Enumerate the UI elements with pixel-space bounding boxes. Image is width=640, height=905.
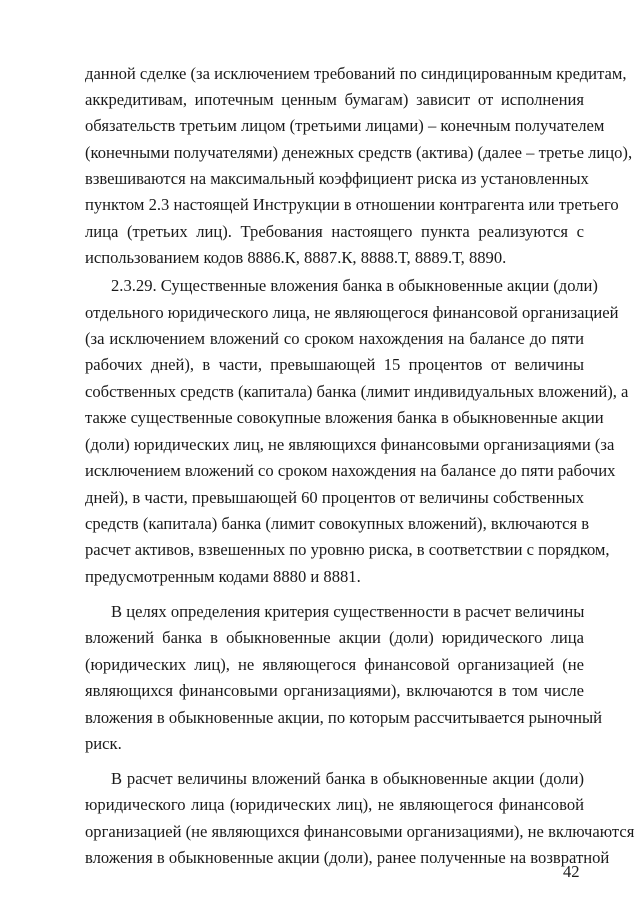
text-line: пунктом 2.3 настоящей Инструкции в отношении контрагента или третьего [85,195,619,214]
text-line: рабочих дней), в части, превышающей 15 процентов от величины [85,355,584,374]
text-line: (доли) юридических лиц, не являющихся финансовыми организациями (за [85,435,615,454]
text-line: собственных средств (капитала) банка (лимит индивидуальных вложений), а [85,382,629,401]
text-line: лица (третьих лиц). Требования настоящего пункта реализуются с [85,222,584,241]
text-line: являющихся финансовыми организациями), включаются в том числе [85,681,584,700]
text-line: организацией (не являющихся финансовыми организациями), не включаются [85,822,635,841]
text-line: риск. [85,734,122,753]
paragraph-start-2-3-29: 2.3.29. Существенные вложения банка в обыкновенные акции (доли) [111,276,598,295]
text-line: дней), в части, превышающей 60 процентов от величины собственных [85,488,584,507]
text-line: вложения в обыкновенные акции (доли), ранее полученные на возвратной [85,848,610,867]
text-line: отдельного юридического лица, не являющегося финансовой организацией [85,303,619,322]
text-line: обязательств третьим лицом (третьими лицами) – конечным получателем [85,116,605,135]
text-line: исключением вложений со сроком нахождения на балансе до пяти рабочих [85,461,616,480]
text-line: средств (капитала) банка (лимит совокупных вложений), включаются в [85,514,590,533]
page-number: 42 [563,862,580,881]
text-line: юридического лица (юридических лиц), не являющегося финансовой [85,795,584,814]
text-line: аккредитивам, ипотечным ценным бумагам) зависит от исполнения [85,90,584,109]
text-line: вложения в обыкновенные акции, по которым рассчитывается рыночный [85,708,603,727]
text-line: (за исключением вложений со сроком нахождения на балансе до пяти [85,329,584,348]
paragraph-start: В целях определения критерия существенности в расчет величины [111,602,585,621]
text-line: (конечными получателями) денежных средств (актива) (далее – третье лицо), [85,143,633,162]
text-line: предусмотренным кодами 8880 и 8881. [85,567,361,586]
text-line: (юридических лиц), не являющегося финансовой организацией (не [85,655,584,674]
text-line: данной сделке (за исключением требований по синдицированным кредитам, [85,64,627,83]
text-line: использованием кодов 8886.К, 8887.К, 8888.Т, 8889.Т, 8890. [85,248,507,267]
text-line: также существенные совокупные вложения банка в обыкновенные акции [85,408,604,427]
text-line: взвешиваются на максимальный коэффициент риска из установленных [85,169,589,188]
text-line: вложений банка в обыкновенные акции (доли) юридического лица [85,628,584,647]
text-line: расчет активов, взвешенных по уровню риска, в соответствии с порядком, [85,540,610,559]
paragraph-start: В расчет величины вложений банка в обыкновенные акции (доли) [111,769,584,788]
